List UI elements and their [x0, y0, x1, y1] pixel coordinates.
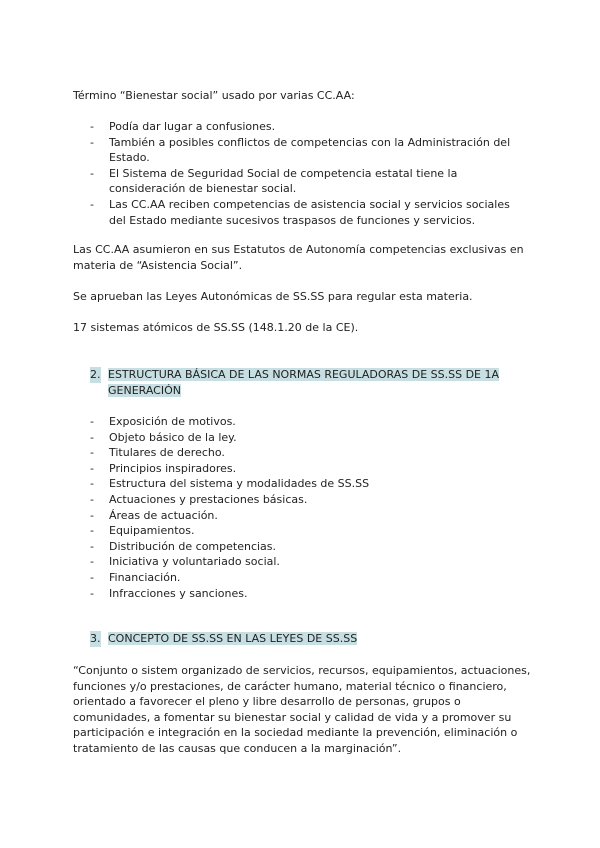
paragraph-sistemas-atomicos: 17 sistemas atómicos de SS.SS (148.1.20 de la CE). — [73, 321, 359, 334]
section-title: ESTRUCTURA BÁSICA DE LAS NORMAS REGULADORAS DE SS.SS DE 1A GENERACIÓN — [108, 368, 500, 397]
intro-paragraph: Término “Bienestar social” usado por varias CC.AA: — [73, 89, 355, 102]
list-item: - Distribución de competencias. — [90, 539, 277, 553]
list-item: - Equipamientos. — [90, 524, 195, 538]
paragraph-leyes-autonomicas: Se aprueban las Leyes Autonómicas de SS.SS para regular esta materia. — [73, 290, 473, 303]
list-item: - Titulares de derecho. — [90, 446, 225, 460]
list-item: - Actuaciones y prestaciones básicas. — [90, 492, 308, 506]
list-item: - Podía dar lugar a confusiones. — [90, 120, 276, 133]
paragraph-ccaa-estatutos: Las CC.AA asumieron en sus Estatutos de Autonomía competencias exclusivas en materia de “Asistencia Social”. — [73, 243, 524, 272]
intro-bullet-list — [90, 119, 530, 228]
structure-bullet-list — [90, 414, 530, 601]
list-item: - El Sistema de Seguridad Social de competencia estatal tiene la consideración de bienestar social. — [90, 166, 458, 196]
list-item: - Infracciones y sanciones. — [90, 586, 248, 600]
list-item: - Financiación. — [90, 570, 181, 584]
list-item: - Estructura del sistema y modalidades de SS.SS — [90, 477, 370, 491]
list-item: - Áreas de actuación. — [90, 508, 218, 522]
list-item: - Principios inspiradores. — [90, 461, 237, 475]
list-item: - Iniciativa y voluntariado social. — [90, 555, 280, 569]
definition-quote: “Conjunto o sistem organizado de servicios, recursos, equipamientos, actuaciones, funciones y/o prestaciones, de carácter humano, material técnico o financiero, orientado a favorecer el pleno y libre desarrollo de personas, grupos o comunidades, a fomentar su bienestar social y calidad de vida y a promover su participación e integración en la sociedad mediante la prevención, eliminación o tratamiento de las causas que conducen a la marginación”. — [73, 664, 531, 755]
list-item: - Las CC.AA reciben competencias de asistencia social y servicios sociales del Estado mediante sucesivos traspasos de funciones y servicios. — [90, 197, 510, 227]
section-number: 2. — [90, 368, 101, 381]
list-item: - También a posibles conflictos de competencias con la Administración del Estado. — [90, 135, 511, 165]
list-item: - Exposición de motivos. — [90, 415, 236, 428]
section-title: CONCEPTO DE SS.SS EN LAS LEYES DE SS.SS — [108, 632, 358, 645]
section-number: 3. — [90, 632, 101, 645]
list-item: - Objeto básico de la ley. — [90, 430, 237, 444]
